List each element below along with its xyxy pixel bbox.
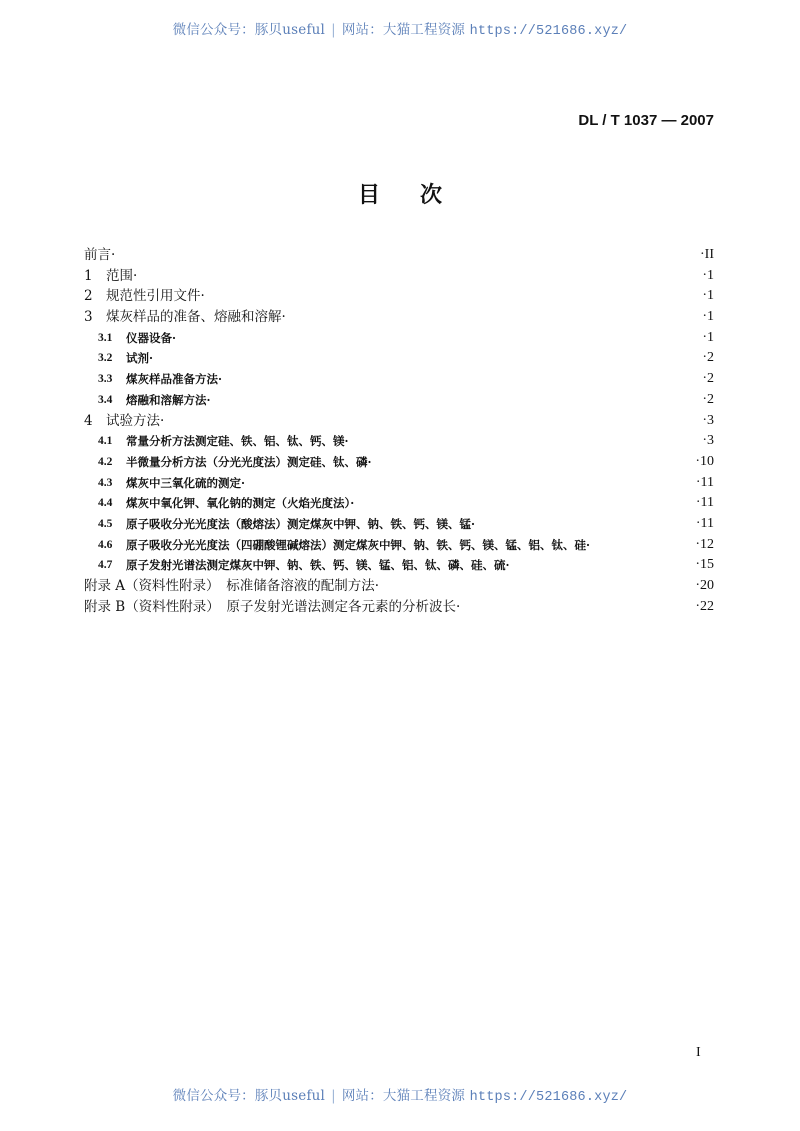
watermark-top bbox=[0, 18, 800, 39]
toc-entry-number: 4.2 bbox=[98, 455, 113, 468]
watermark-wechat: 微信公众号：豚贝useful bbox=[172, 1088, 326, 1104]
watermark-url[interactable]: https://521686.xyz/ bbox=[469, 24, 628, 39]
watermark-site: 网站：大猫工程资源 bbox=[341, 1088, 466, 1104]
toc-entry[interactable] bbox=[84, 597, 714, 618]
toc-entry-title: 规范性引用文件· bbox=[106, 288, 205, 305]
toc-entry-page: ·11 bbox=[695, 495, 714, 511]
toc-entry[interactable] bbox=[84, 473, 714, 494]
toc-entry[interactable] bbox=[84, 535, 714, 556]
toc-entry-number: 4.5 bbox=[98, 517, 113, 530]
toc-entry-number: 3 bbox=[84, 309, 93, 326]
toc-entry[interactable] bbox=[84, 266, 714, 287]
toc-entry[interactable] bbox=[84, 307, 714, 328]
toc-entry-page: ·II bbox=[700, 247, 714, 262]
watermark-separator: | bbox=[331, 1088, 336, 1104]
toc-entry-page: ·1 bbox=[702, 288, 714, 304]
toc-entry-title: 常量分析方法测定硅、铁、铝、钛、钙、镁· bbox=[126, 434, 349, 449]
toc-entry-page: ·2 bbox=[702, 371, 714, 387]
toc-entry-title: 仪器设备· bbox=[126, 330, 177, 345]
toc-entry-number: 4.4 bbox=[98, 497, 113, 510]
toc-entry-page: ·3 bbox=[702, 433, 714, 449]
toc-entry-page: ·3 bbox=[702, 412, 714, 428]
toc-entry[interactable] bbox=[84, 286, 714, 307]
toc-entry[interactable] bbox=[84, 369, 714, 390]
toc-entry[interactable] bbox=[84, 348, 714, 369]
toc-entry-number: 2 bbox=[84, 288, 93, 305]
watermark-bottom bbox=[0, 1084, 800, 1105]
toc-entry-title: 熔融和溶解方法· bbox=[126, 392, 211, 407]
watermark-separator: | bbox=[331, 22, 336, 38]
watermark-wechat: 微信公众号：豚贝useful bbox=[172, 22, 326, 38]
toc-entry-page: ·11 bbox=[695, 515, 714, 531]
toc-entry-page: ·22 bbox=[695, 598, 714, 614]
toc-entry-page: ·10 bbox=[695, 453, 714, 469]
toc-entry-title: 试验方法· bbox=[106, 412, 165, 429]
toc-entry-number: 4.3 bbox=[98, 476, 113, 489]
toc-entry-number: 3.1 bbox=[98, 331, 113, 344]
toc-entry-number: 4.1 bbox=[98, 435, 113, 448]
toc-entry-number: 1 bbox=[84, 267, 93, 284]
toc-entry-page: ·12 bbox=[695, 536, 714, 552]
toc-entry[interactable] bbox=[84, 493, 714, 514]
toc-entry[interactable] bbox=[84, 328, 714, 349]
toc-entry-page: ·20 bbox=[695, 578, 714, 593]
toc-entry-number: 3.2 bbox=[98, 352, 113, 365]
toc-entry-title: 原子发射光谱法测定煤灰中钾、钠、铁、钙、镁、锰、铝、钛、磷、硅、硫· bbox=[126, 558, 510, 573]
toc-entry-title: 煤灰样品准备方法· bbox=[126, 372, 223, 387]
page-number: I bbox=[696, 1045, 701, 1060]
toc-entry[interactable] bbox=[84, 431, 714, 452]
toc-entry-number: 4.6 bbox=[98, 538, 113, 551]
toc-entry-page: ·2 bbox=[702, 391, 714, 407]
toc-entry-title: 附录 A（资料性附录） 标准储备溶液的配制方法· bbox=[84, 578, 380, 594]
toc-entry[interactable] bbox=[84, 245, 714, 266]
toc-entry-title: 原子吸收分光光度法（酸熔法）测定煤灰中钾、钠、铁、钙、镁、锰· bbox=[126, 516, 475, 531]
toc-entry-title: 前言· bbox=[84, 247, 116, 263]
toc-entry-page: ·2 bbox=[702, 350, 714, 366]
toc-entry-title: 煤灰中三氧化硫的测定· bbox=[126, 475, 246, 490]
toc-entry-title: 试剂· bbox=[126, 351, 154, 366]
toc-entry-title: 煤灰样品的准备、熔融和溶解· bbox=[106, 309, 286, 326]
toc-entry[interactable] bbox=[84, 555, 714, 576]
standard-code: DL / T 1037 — 2007 bbox=[578, 112, 714, 129]
toc-entry-page: ·11 bbox=[695, 474, 714, 490]
toc-entry-number: 4 bbox=[84, 412, 93, 429]
toc-entry[interactable] bbox=[84, 514, 714, 535]
toc-entry-page: ·1 bbox=[702, 309, 714, 325]
toc-entry-number: 4.7 bbox=[98, 559, 113, 572]
toc-entry[interactable] bbox=[84, 390, 714, 411]
toc-entry[interactable] bbox=[84, 576, 714, 597]
toc-entry-title: 半微量分析方法（分光光度法）测定硅、钛、磷· bbox=[126, 454, 372, 469]
toc-entry-title: 附录 B（资料性附录） 原子发射光谱法测定各元素的分析波长· bbox=[84, 598, 461, 615]
toc-entry-title: 范围· bbox=[106, 267, 138, 284]
watermark-site: 网站：大猫工程资源 bbox=[341, 22, 466, 38]
toc-entry-title: 煤灰中氧化钾、氧化钠的测定（火焰光度法）· bbox=[126, 496, 355, 511]
table-of-contents bbox=[84, 245, 714, 617]
toc-entry[interactable] bbox=[84, 452, 714, 473]
toc-entry-page: ·15 bbox=[695, 557, 714, 573]
toc-entry-page: ·1 bbox=[702, 329, 714, 345]
toc-entry-title: 原子吸收分光光度法（四硼酸锂碱熔法）测定煤灰中钾、钠、铁、钙、镁、锰、铝、钛、硅· bbox=[126, 537, 590, 552]
toc-entry-number: 3.3 bbox=[98, 373, 113, 386]
page-title: 目次 bbox=[357, 182, 482, 208]
toc-entry-page: ·1 bbox=[702, 267, 714, 283]
watermark-url[interactable]: https://521686.xyz/ bbox=[469, 1090, 628, 1105]
toc-entry-number: 3.4 bbox=[98, 393, 113, 406]
toc-entry[interactable] bbox=[84, 411, 714, 432]
